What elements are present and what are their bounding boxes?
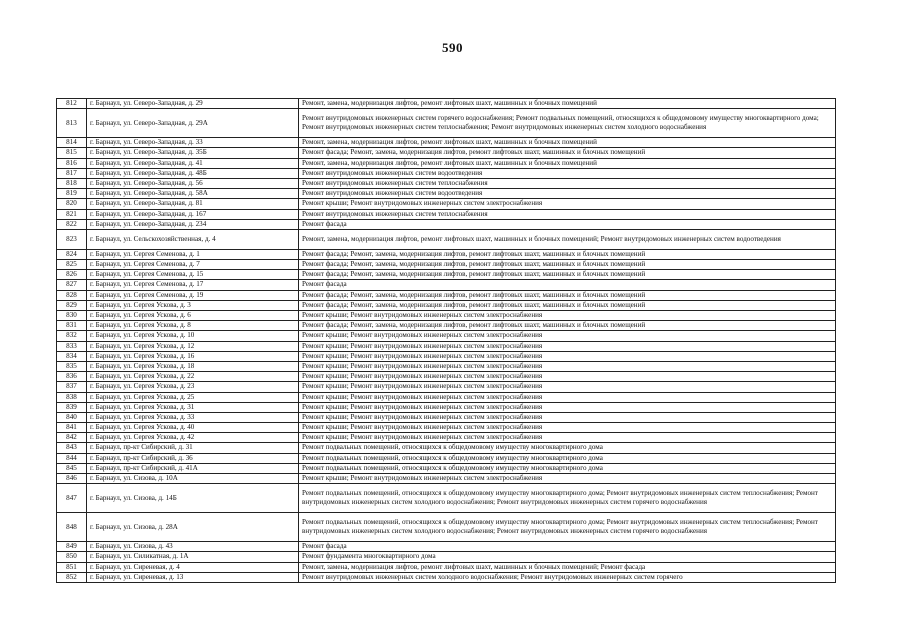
row-number: 820 — [57, 199, 87, 209]
table-row — [57, 351, 836, 361]
row-number: 844 — [57, 453, 87, 463]
row-number: 836 — [57, 372, 87, 382]
table-row — [57, 148, 836, 158]
row-address: г. Барнаул, ул. Сергея Ускова, д. 31 — [87, 402, 299, 412]
row-number: 842 — [57, 433, 87, 443]
table-row — [57, 300, 836, 310]
table-row — [57, 552, 836, 562]
row-number: 845 — [57, 463, 87, 473]
row-address: г. Барнаул, ул. Северо-Западная, д. 81 — [87, 199, 299, 209]
row-number: 825 — [57, 260, 87, 270]
row-work-type: Ремонт подвальных помещений, относящихся к общедомовому имуществу многоквартирного дома; Ремонт внутридомовых инженерных систем теплоснабжения; Ремонт внутридомовых инженерных систем холодного водоснабжения; Ремонт внутридомовых инженерных систем горячего водоснабжения — [299, 484, 836, 513]
table-row — [57, 361, 836, 371]
row-number: 814 — [57, 138, 87, 148]
table-row — [57, 270, 836, 280]
row-number: 847 — [57, 484, 87, 513]
row-address: г. Барнаул, ул. Сергея Семенова, д. 19 — [87, 290, 299, 300]
table-row — [57, 463, 836, 473]
row-work-type: Ремонт внутридомовых инженерных систем водоотведения — [299, 189, 836, 199]
row-work-type: Ремонт крыши; Ремонт внутридомовых инженерных систем электроснабжения — [299, 402, 836, 412]
row-number: 838 — [57, 392, 87, 402]
row-number: 832 — [57, 331, 87, 341]
row-work-type: Ремонт фасада — [299, 219, 836, 229]
row-number: 841 — [57, 423, 87, 433]
row-number: 823 — [57, 229, 87, 249]
row-address: г. Барнаул, ул. Сизова, д. 14Б — [87, 484, 299, 513]
table-row — [57, 229, 836, 249]
table-row — [57, 484, 836, 513]
row-address: г. Барнаул, ул. Сергея Ускова, д. 42 — [87, 433, 299, 443]
row-number: 817 — [57, 168, 87, 178]
table-row — [57, 372, 836, 382]
row-number: 849 — [57, 542, 87, 552]
row-address: г. Барнаул, ул. Сергея Ускова, д. 18 — [87, 361, 299, 371]
page-number: 590 — [442, 40, 463, 55]
row-number: 827 — [57, 280, 87, 290]
table-row — [57, 260, 836, 270]
row-work-type: Ремонт фасада; Ремонт, замена, модернизация лифтов, ремонт лифтовых шахт, машинных и блочных помещений — [299, 290, 836, 300]
table-row — [57, 443, 836, 453]
table-row — [57, 341, 836, 351]
row-address: г. Барнаул, ул. Северо-Западная, д. 35Б — [87, 148, 299, 158]
row-work-type: Ремонт крыши; Ремонт внутридомовых инженерных систем электроснабжения — [299, 351, 836, 361]
row-work-type: Ремонт внутридомовых инженерных систем водоотведения — [299, 168, 836, 178]
row-address: г. Барнаул, ул. Сергея Ускова, д. 40 — [87, 423, 299, 433]
row-address: г. Барнаул, ул. Сергея Ускова, д. 25 — [87, 392, 299, 402]
row-work-type: Ремонт фасада; Ремонт, замена, модернизация лифтов, ремонт лифтовых шахт, машинных и блочных помещений — [299, 260, 836, 270]
row-number: 826 — [57, 270, 87, 280]
table-row — [57, 513, 836, 542]
table-row — [57, 331, 836, 341]
row-number: 813 — [57, 109, 87, 138]
table-row — [57, 572, 836, 582]
table-row — [57, 562, 836, 572]
repair-table — [56, 98, 836, 583]
row-address: г. Барнаул, ул. Северо-Западная, д. 29А — [87, 109, 299, 138]
row-address: г. Барнаул, ул. Сергея Ускова, д. 10 — [87, 331, 299, 341]
row-work-type: Ремонт внутридомовых инженерных систем горячего водоснабжения; Ремонт подвальных помещений, относящихся к общедомовому имуществу многоквартирного дома; Ремонт внутридомовых инженерных систем теплоснабжения; Ремонт внутридомовых инженерных систем холодного водоснабжения — [299, 109, 836, 138]
row-address: г. Барнаул, ул. Сергея Ускова, д. 12 — [87, 341, 299, 351]
row-work-type: Ремонт фасада; Ремонт, замена, модернизация лифтов, ремонт лифтовых шахт, машинных и блочных помещений — [299, 321, 836, 331]
row-work-type: Ремонт подвальных помещений, относящихся к общедомовому имуществу многоквартирного дома — [299, 443, 836, 453]
table-row — [57, 412, 836, 422]
row-address: г. Барнаул, ул. Сергея Семенова, д. 17 — [87, 280, 299, 290]
row-number: 812 — [57, 99, 87, 109]
row-work-type: Ремонт крыши; Ремонт внутридомовых инженерных систем электроснабжения — [299, 361, 836, 371]
row-address: г. Барнаул, ул. Северо-Западная, д. 29 — [87, 99, 299, 109]
row-address: г. Барнаул, ул. Сергея Семенова, д. 15 — [87, 270, 299, 280]
repair-table-body — [57, 99, 836, 583]
row-number: 833 — [57, 341, 87, 351]
row-address: г. Барнаул, ул. Сиреневая, д. 4 — [87, 562, 299, 572]
table-row — [57, 158, 836, 168]
row-address: г. Барнаул, ул. Сергея Семенова, д. 7 — [87, 260, 299, 270]
row-work-type: Ремонт, замена, модернизация лифтов, ремонт лифтовых шахт, машинных и блочных помещений — [299, 99, 836, 109]
row-address: г. Барнаул, ул. Силикатная, д. 1А — [87, 552, 299, 562]
table-row — [57, 382, 836, 392]
row-address: г. Барнаул, ул. Северо-Западная, д. 234 — [87, 219, 299, 229]
table-row — [57, 178, 836, 188]
row-work-type: Ремонт подвальных помещений, относящихся к общедомовому имуществу многоквартирного дома — [299, 463, 836, 473]
row-work-type: Ремонт фасада — [299, 542, 836, 552]
row-number: 846 — [57, 474, 87, 484]
row-work-type: Ремонт крыши; Ремонт внутридомовых инженерных систем электроснабжения — [299, 382, 836, 392]
table-row — [57, 402, 836, 412]
row-number: 840 — [57, 412, 87, 422]
row-address: г. Барнаул, ул. Северо-Западная, д. 33 — [87, 138, 299, 148]
row-address: г. Барнаул, пр-кт Сибирский, д. 36 — [87, 453, 299, 463]
row-number: 818 — [57, 178, 87, 188]
table-row — [57, 423, 836, 433]
row-work-type: Ремонт фасада — [299, 280, 836, 290]
row-work-type: Ремонт крыши; Ремонт внутридомовых инженерных систем электроснабжения — [299, 331, 836, 341]
row-address: г. Барнаул, ул. Сизова, д. 43 — [87, 542, 299, 552]
table-row — [57, 474, 836, 484]
row-address: г. Барнаул, ул. Сергея Ускова, д. 3 — [87, 300, 299, 310]
table-row — [57, 453, 836, 463]
row-address: г. Барнаул, ул. Северо-Западная, д. 58А — [87, 189, 299, 199]
row-address: г. Барнаул, ул. Сиреневая, д. 13 — [87, 572, 299, 582]
table-row — [57, 290, 836, 300]
row-work-type: Ремонт внутридомовых инженерных систем теплоснабжения — [299, 178, 836, 188]
row-work-type: Ремонт крыши; Ремонт внутридомовых инженерных систем электроснабжения — [299, 311, 836, 321]
table-row — [57, 311, 836, 321]
row-number: 816 — [57, 158, 87, 168]
row-address: г. Барнаул, ул. Сергея Ускова, д. 6 — [87, 311, 299, 321]
row-work-type: Ремонт, замена, модернизация лифтов, ремонт лифтовых шахт, машинных и блочных помещений — [299, 138, 836, 148]
row-address: г. Барнаул, ул. Сергея Ускова, д. 16 — [87, 351, 299, 361]
row-address: г. Барнаул, ул. Сизова, д. 10А — [87, 474, 299, 484]
row-number: 821 — [57, 209, 87, 219]
row-number: 822 — [57, 219, 87, 229]
table-row — [57, 280, 836, 290]
row-number: 824 — [57, 249, 87, 259]
row-address: г. Барнаул, ул. Северо-Западная, д. 56 — [87, 178, 299, 188]
table-row — [57, 392, 836, 402]
row-address: г. Барнаул, ул. Сергея Ускова, д. 8 — [87, 321, 299, 331]
row-work-type: Ремонт крыши; Ремонт внутридомовых инженерных систем электроснабжения — [299, 433, 836, 443]
row-number: 831 — [57, 321, 87, 331]
table-row — [57, 542, 836, 552]
table-row — [57, 99, 836, 109]
row-number: 834 — [57, 351, 87, 361]
row-address: г. Барнаул, ул. Сизова, д. 28А — [87, 513, 299, 542]
row-work-type: Ремонт крыши; Ремонт внутридомовых инженерных систем электроснабжения — [299, 372, 836, 382]
row-work-type: Ремонт, замена, модернизация лифтов, ремонт лифтовых шахт, машинных и блочных помещений; Ремонт фасада — [299, 562, 836, 572]
table-row — [57, 189, 836, 199]
row-address: г. Барнаул, ул. Сергея Семенова, д. 1 — [87, 249, 299, 259]
row-work-type: Ремонт крыши; Ремонт внутридомовых инженерных систем электроснабжения — [299, 341, 836, 351]
row-work-type: Ремонт фундамента многоквартирного дома — [299, 552, 836, 562]
table-row — [57, 199, 836, 209]
row-work-type: Ремонт крыши; Ремонт внутридомовых инженерных систем электроснабжения — [299, 392, 836, 402]
table-row — [57, 209, 836, 219]
table-row — [57, 249, 836, 259]
row-work-type: Ремонт крыши; Ремонт внутридомовых инженерных систем электроснабжения — [299, 423, 836, 433]
row-address: г. Барнаул, пр-кт Сибирский, д. 31 — [87, 443, 299, 453]
row-address: г. Барнаул, ул. Северо-Западная, д. 41 — [87, 158, 299, 168]
row-work-type: Ремонт, замена, модернизация лифтов, ремонт лифтовых шахт, машинных и блочных помещений; Ремонт внутридомовых инженерных систем водоотведения — [299, 229, 836, 249]
row-number: 848 — [57, 513, 87, 542]
row-number: 828 — [57, 290, 87, 300]
table-row — [57, 219, 836, 229]
row-work-type: Ремонт фасада; Ремонт, замена, модернизация лифтов, ремонт лифтовых шахт, машинных и блочных помещений — [299, 270, 836, 280]
row-address: г. Барнаул, ул. Сергея Ускова, д. 33 — [87, 412, 299, 422]
row-work-type: Ремонт подвальных помещений, относящихся к общедомовому имуществу многоквартирного дома — [299, 453, 836, 463]
table-row — [57, 138, 836, 148]
row-number: 839 — [57, 402, 87, 412]
row-address: г. Барнаул, ул. Северо-Западная, д. 167 — [87, 209, 299, 219]
row-number: 843 — [57, 443, 87, 453]
row-number: 850 — [57, 552, 87, 562]
table-row — [57, 321, 836, 331]
row-number: 829 — [57, 300, 87, 310]
row-number: 837 — [57, 382, 87, 392]
row-work-type: Ремонт крыши; Ремонт внутридомовых инженерных систем электроснабжения — [299, 199, 836, 209]
row-work-type: Ремонт крыши; Ремонт внутридомовых инженерных систем электроснабжения — [299, 474, 836, 484]
row-work-type: Ремонт крыши; Ремонт внутридомовых инженерных систем электроснабжения — [299, 412, 836, 422]
row-work-type: Ремонт внутридомовых инженерных систем холодного водоснабжения; Ремонт внутридомовых инженерных систем горячего — [299, 572, 836, 582]
table-row — [57, 433, 836, 443]
row-address: г. Барнаул, пр-кт Сибирский, д. 41А — [87, 463, 299, 473]
row-address: г. Барнаул, ул. Сергея Ускова, д. 22 — [87, 372, 299, 382]
row-work-type: Ремонт фасада; Ремонт, замена, модернизация лифтов, ремонт лифтовых шахт, машинных и блочных помещений — [299, 300, 836, 310]
row-work-type: Ремонт фасада; Ремонт, замена, модернизация лифтов, ремонт лифтовых шахт, машинных и блочных помещений — [299, 249, 836, 259]
row-number: 851 — [57, 562, 87, 572]
table-row — [57, 168, 836, 178]
row-number: 819 — [57, 189, 87, 199]
row-number: 815 — [57, 148, 87, 158]
row-address: г. Барнаул, ул. Северо-Западная, д. 48Б — [87, 168, 299, 178]
row-work-type: Ремонт, замена, модернизация лифтов, ремонт лифтовых шахт, машинных и блочных помещений — [299, 158, 836, 168]
row-work-type: Ремонт фасада; Ремонт, замена, модернизация лифтов, ремонт лифтовых шахт, машинных и блочных помещений — [299, 148, 836, 158]
row-work-type: Ремонт внутридомовых инженерных систем теплоснабжения — [299, 209, 836, 219]
row-number: 835 — [57, 361, 87, 371]
row-number: 852 — [57, 572, 87, 582]
row-work-type: Ремонт подвальных помещений, относящихся к общедомовому имуществу многоквартирного дома; Ремонт внутридомовых инженерных систем теплоснабжения; Ремонт внутридомовых инженерных систем холодного водоснабжения; Ремонт внутридомовых инженерных систем горячего водоснабжения — [299, 513, 836, 542]
row-address: г. Барнаул, ул. Сельскохозяйственная, д. 4 — [87, 229, 299, 249]
row-address: г. Барнаул, ул. Сергея Ускова, д. 23 — [87, 382, 299, 392]
table-row — [57, 109, 836, 138]
row-number: 830 — [57, 311, 87, 321]
